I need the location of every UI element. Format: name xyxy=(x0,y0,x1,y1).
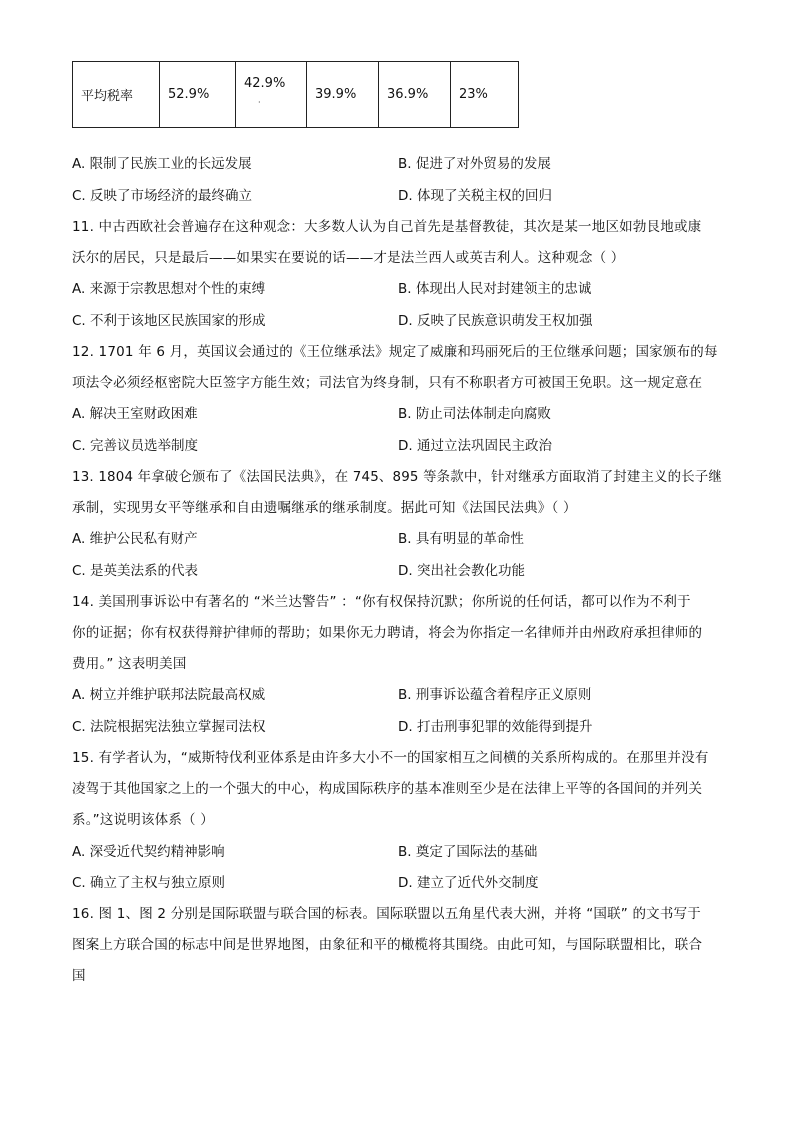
q13-option-b: B. 具有明显的革命性 xyxy=(398,531,524,547)
q12-option-c: C. 完善议员选举制度 xyxy=(72,438,199,454)
q13-option-c: C. 是英美法系的代表 xyxy=(72,563,199,579)
table-row-label: 平均税率 xyxy=(73,62,160,128)
q12-option-b: B. 防止司法体制走向腐败 xyxy=(398,406,551,422)
q14-option-b: B. 刑事诉讼蕴含着程序正义原则 xyxy=(398,687,592,703)
table-cell: 36.9% xyxy=(379,62,451,128)
table-row xyxy=(73,62,519,128)
table-cell: 23% xyxy=(451,62,519,128)
table-cell: 52.9% xyxy=(160,62,236,128)
q14-option-d: D. 打击刑事犯罪的效能得到提升 xyxy=(398,719,593,735)
q12-option-a: A. 解决王室财政困难 xyxy=(72,406,198,422)
q11-option-b: B. 体现出人民对封建领主的忠诚 xyxy=(398,281,592,297)
q15-option-b: B. 奠定了国际法的基础 xyxy=(398,844,538,860)
q15-option-d: D. 建立了近代外交制度 xyxy=(398,875,539,891)
q13-stem-line2: 承制，实现男女平等继承和自由遗嘱继承的继承制度。据此可知《法国民法典》（ ） xyxy=(72,500,577,516)
q13-option-a: A. 维护公民私有财产 xyxy=(72,531,198,547)
q12-stem-line2: 项法令必须经枢密院大臣签字方能生效；司法官为终身制，只有不称职者方可被国王免职。这一规定意在 xyxy=(72,375,703,391)
q15-option-a: A. 深受近代契约精神影响 xyxy=(72,844,225,860)
q14-stem-line2: 你的证据；你有权获得辩护律师的帮助；如果你无力聘请，将会为你指定一名律师并由州政府承担律师的 xyxy=(72,625,703,641)
q11-option-a: A. 来源于宗教思想对个性的束缚 xyxy=(72,281,266,297)
q15-option-c: C. 确立了主权与独立原则 xyxy=(72,875,226,891)
q11-option-d: D. 反映了民族意识萌发王权加强 xyxy=(398,313,593,329)
q12-stem-line1: 12. 1701 年 6 月，英国议会通过的《王位继承法》规定了威廉和玛丽死后的王位继承问题；国家颁布的每 xyxy=(72,344,718,360)
q14-stem-line3: 费用。” 这表明美国 xyxy=(72,656,187,672)
q15-stem-line3: 系。”这说明该体系（ ） xyxy=(72,812,214,828)
q10-option-d: D. 体现了关税主权的回归 xyxy=(398,188,552,204)
q14-option-c: C. 法院根据宪法独立掌握司法权 xyxy=(72,719,266,735)
q14-option-a: A. 树立并维护联邦法院最高权威 xyxy=(72,687,266,703)
q11-stem-line1: 11. 中古西欧社会普遍存在这种观念：大多数人认为自己首先是基督教徒，其次是某一地区如勃艮地或康 xyxy=(72,219,702,235)
q13-stem-line1: 13. 1804 年拿破仑颁布了《法国民法典》，在 745、895 等条款中，针对继承方面取消了封建主义的长子继 xyxy=(72,469,722,485)
stray-mark: · xyxy=(258,98,261,107)
q10-option-a: A. 限制了民族工业的长远发展 xyxy=(72,156,252,172)
tax-rate-table xyxy=(72,61,519,128)
q16-stem-line1: 16. 图 1、图 2 分别是国际联盟与联合国的标表。国际联盟以五角星代表大洲，并将 “国联” 的文书写于 xyxy=(72,906,701,922)
table-cell: 39.9% xyxy=(307,62,379,128)
q11-stem-line2: 沃尔的居民，只是最后——如果实在要说的话——才是法兰西人或英吉利人。这种观念（ ） xyxy=(72,250,625,266)
q13-option-d: D. 突出社会教化功能 xyxy=(398,563,525,579)
q12-option-d: D. 通过立法巩固民主政治 xyxy=(398,438,552,454)
q14-stem-line1: 14. 美国刑事诉讼中有著名的 “米兰达警告” ：“你有权保持沉默；你所说的任何话，都可以作为不利于 xyxy=(72,594,691,610)
q10-option-c: C. 反映了市场经济的最终确立 xyxy=(72,188,253,204)
q11-option-c: C. 不利于该地区民族国家的形成 xyxy=(72,313,266,329)
q10-option-b: B. 促进了对外贸易的发展 xyxy=(398,156,551,172)
table-cell: 42.9% · xyxy=(236,62,307,128)
q15-stem-line2: 凌驾于其他国家之上的一个强大的中心，构成国际秩序的基本准则至少是在法律上平等的各国间的并列关 xyxy=(72,781,703,797)
q16-stem-line2: 图案上方联合国的标志中间是世界地图，由象征和平的橄榄将其围绕。由此可知，与国际联盟相比，联合 xyxy=(72,937,703,953)
q15-stem-line1: 15. 有学者认为，“威斯特伐利亚体系是由许多大小不一的国家相互之间横的关系所构成的。在那里并没有 xyxy=(72,750,709,766)
q16-stem-line3: 国 xyxy=(72,968,86,984)
